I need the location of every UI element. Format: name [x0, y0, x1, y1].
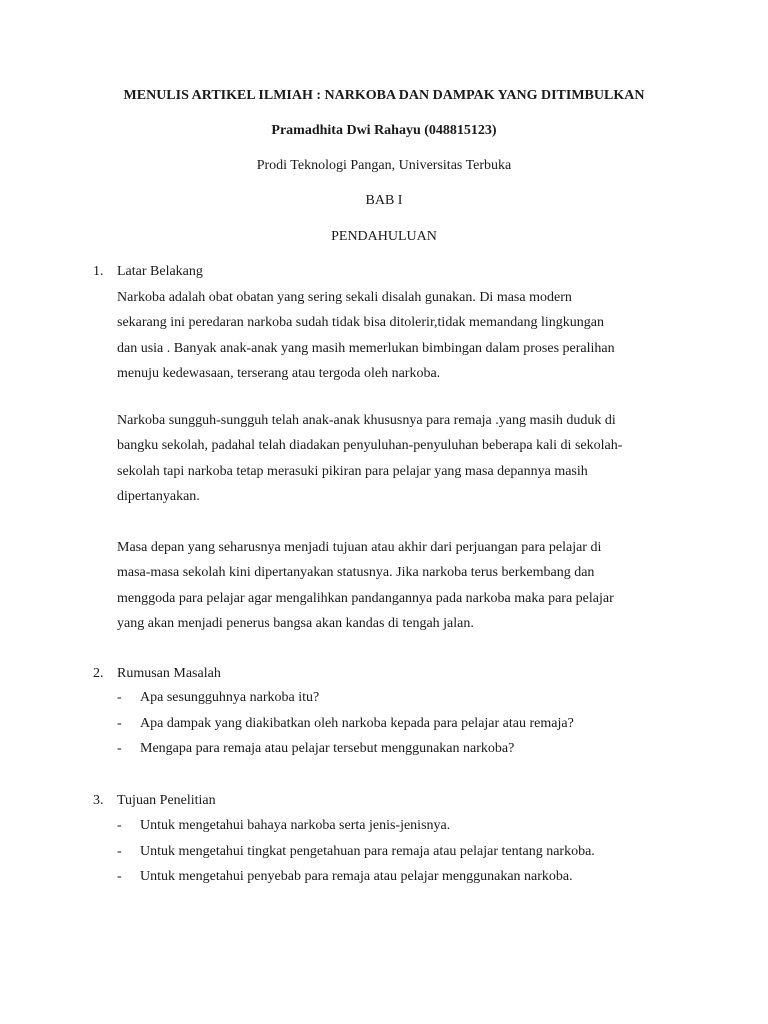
paragraph-line: yang akan menjadi penerus bangsa akan kandas di tengah jalan.	[117, 615, 474, 631]
paragraph-3	[117, 535, 697, 636]
paragraph-line: dan usia . Banyak anak-anak yang masih memerlukan bimbingan dalam proses peralihan	[117, 340, 615, 356]
paragraph-line: Masa depan yang seharusnya menjadi tujuan atau akhir dari perjuangan para pelajar di	[117, 540, 602, 555]
section-title: Latar Belakang	[117, 264, 203, 279]
list-item: - Untuk mengetahui bahaya narkoba serta jenis-jenisnya.	[117, 813, 595, 839]
list-item: - Apa sesungguhnya narkoba itu?	[117, 685, 574, 711]
section-heading-latar-belakang	[93, 263, 203, 281]
section-number: 2.	[93, 666, 104, 681]
section-title: Tujuan Penelitian	[117, 793, 216, 808]
affiliation: Prodi Teknologi Pangan, Universitas Terbuka	[256, 158, 512, 173]
author-name: Pramadhita Dwi Rahayu (048815123)	[271, 123, 497, 138]
section-heading-rumusan-masalah	[93, 665, 221, 683]
paragraph-line: menuju kedewasaan, terserang atau tergoda oleh narkoba.	[117, 365, 441, 381]
tujuan-penelitian-list	[117, 813, 595, 890]
bullet-dash: -	[117, 818, 122, 833]
paragraph-line: sekarang ini peredaran narkoba sudah tidak bisa ditolerir,tidak memandang lingkungan	[117, 315, 604, 331]
list-item: - Mengapa para remaja atau pelajar tersebut menggunakan narkoba?	[117, 736, 574, 762]
paragraph-1	[117, 285, 697, 386]
document-title: MENULIS ARTIKEL ILMIAH : NARKOBA DAN DAMPAK YANG DITIMBULKAN	[123, 88, 645, 103]
bullet-dash: -	[117, 690, 122, 705]
paragraph-line: masa-masa sekolah kini dipertanyakan statusnya. Jika narkoba terus berkembang dan	[117, 565, 595, 581]
paragraph-line: bangku sekolah, padahal telah diadakan penyuluhan-penyuluhan beberapa kali di sekolah-	[117, 438, 623, 454]
chapter-title: PENDAHULUAN	[331, 229, 437, 244]
rumusan-masalah-list	[117, 685, 574, 762]
list-item: - Apa dampak yang diakibatkan oleh narkoba kepada para pelajar atau remaja?	[117, 711, 574, 737]
paragraph-line: sekolah tapi narkoba tetap merasuki pikiran para pelajar yang masa depannya masih	[117, 463, 588, 479]
list-item: - Untuk mengetahui tingkat pengetahuan para remaja atau pelajar tentang narkoba.	[117, 839, 595, 865]
paragraph-line: dipertanyakan.	[117, 488, 200, 504]
section-title: Rumusan Masalah	[117, 666, 221, 681]
paragraph-line: menggoda para pelajar agar mengalihkan pandangannya pada narkoba maka para pelajar	[117, 590, 614, 606]
bullet-dash: -	[117, 843, 122, 859]
section-number: 1.	[93, 264, 104, 279]
section-heading-tujuan-penelitian	[93, 792, 216, 810]
list-item: - Untuk mengetahui penyebab para remaja atau pelajar menggunakan narkoba.	[117, 864, 595, 890]
paragraph-2	[117, 408, 697, 509]
bullet-dash: -	[117, 741, 122, 757]
paragraph-line: Narkoba sungguh-sungguh telah anak-anak khususnya para remaja .yang masih duduk di	[117, 413, 616, 428]
bullet-dash: -	[117, 715, 122, 731]
section-number: 3.	[93, 793, 104, 808]
paragraph-line: Narkoba adalah obat obatan yang sering sekali disalah gunakan. Di masa modern	[117, 290, 572, 305]
chapter-number: BAB I	[365, 193, 403, 208]
bullet-dash: -	[117, 869, 122, 885]
